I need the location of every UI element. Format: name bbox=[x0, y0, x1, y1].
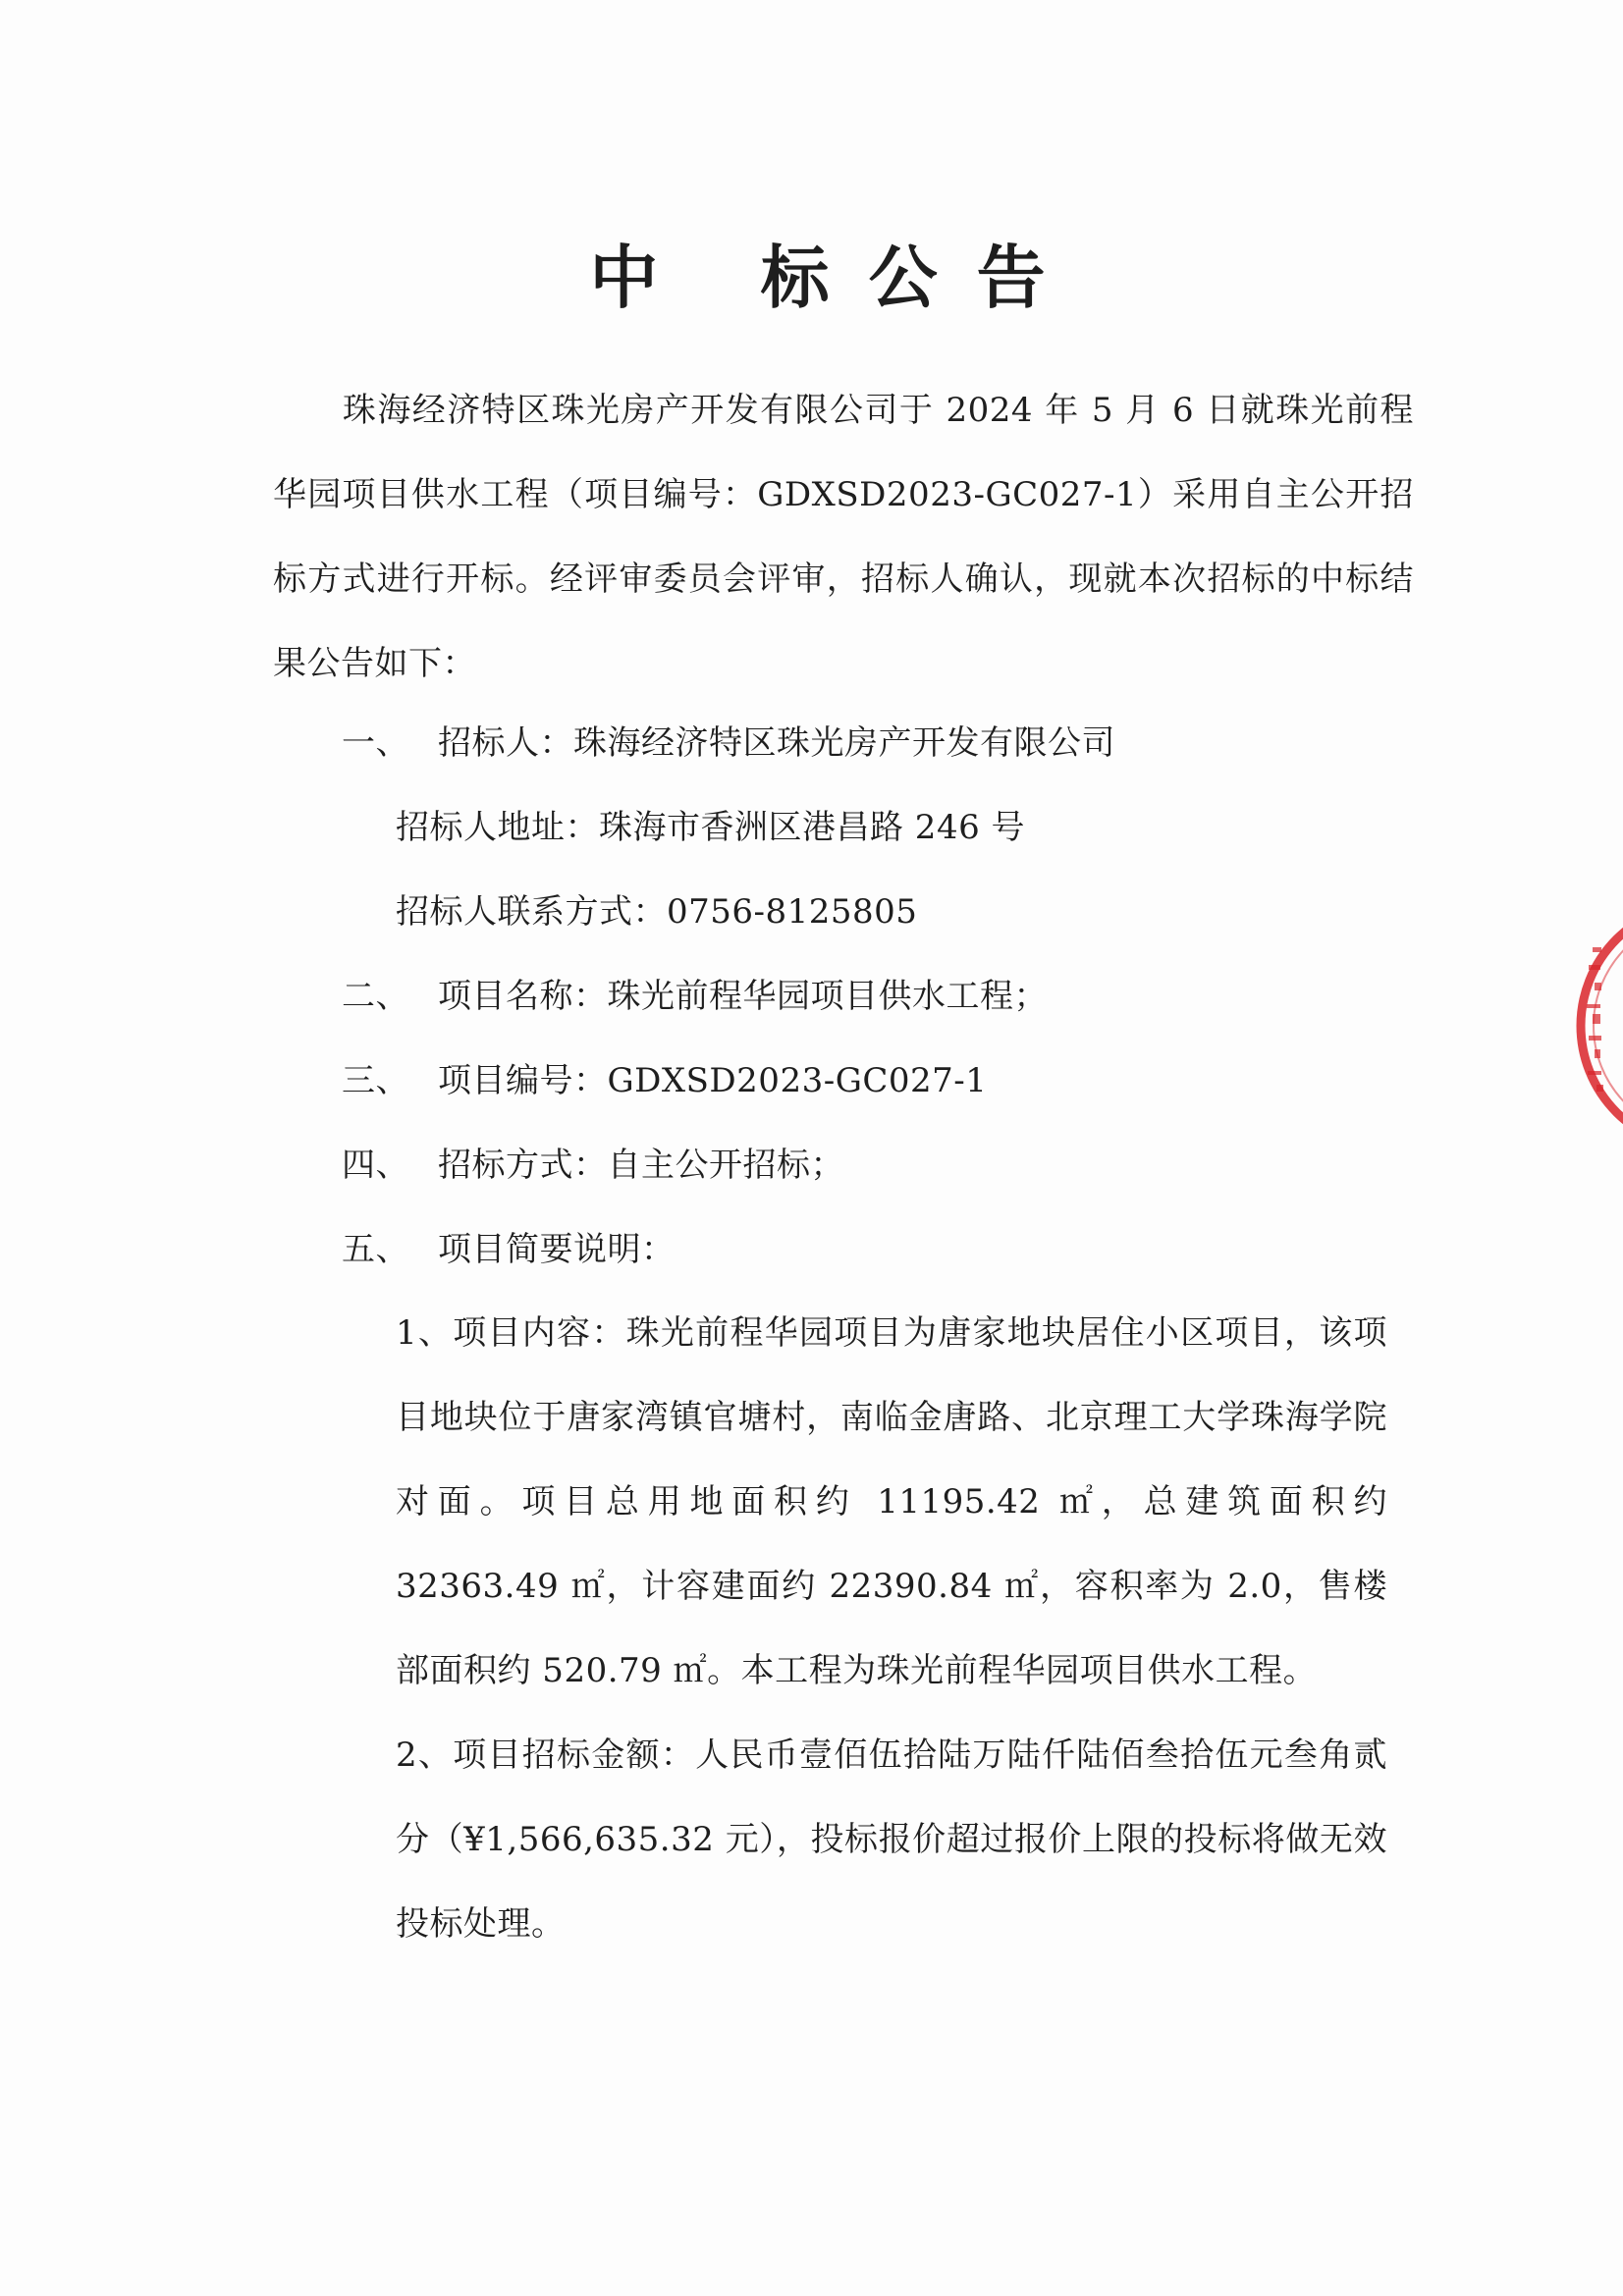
document-title: 中 标公告 bbox=[589, 238, 1085, 318]
item-4 bbox=[342, 1136, 844, 1195]
item-1 bbox=[342, 714, 1115, 773]
item-number: 五、 bbox=[342, 1230, 409, 1269]
item-2 bbox=[342, 967, 1048, 1026]
item-number: 二、 bbox=[342, 977, 409, 1016]
company-seal-stamp bbox=[1571, 888, 1623, 1163]
item-text: 项目简要说明： bbox=[438, 1230, 676, 1269]
tenderer-contact: 招标人联系方式：0756-8125805 bbox=[396, 892, 918, 932]
intro-paragraph bbox=[273, 368, 1414, 706]
detail-tender-amount: 2、项目招标金额：人民币壹佰伍拾陆万陆仟陆佰叁拾伍元叁角贰分（¥1,566,635.32 元），投标报价超过报价上限的投标将做无效投标处理。 bbox=[396, 1735, 1387, 1944]
tenderer-address: 招标人地址：珠海市香洲区港昌路 246 号 bbox=[396, 808, 1026, 847]
intro-text: 珠海经济特区珠光房产开发有限公司于 2024 年 5 月 6 日就珠光前程华园项目供水工程（项目编号：GDXSD2023-GC027-1）采用自主公开招标方式进行开标。经评审委员会评审，招标人确认，现就本次招标的中标结果公告如下： bbox=[273, 391, 1414, 683]
item-3 bbox=[342, 1051, 987, 1110]
detail-project-content: 1、项目内容：珠光前程华园项目为唐家地块居住小区项目，该项目地块位于唐家湾镇官塘村，南临金唐路、北京理工大学珠海学院对面。项目总用地面积约 11195.42 ㎡，总建筑面积约 32363.49 ㎡，计容建面约 22390.84 ㎡，容积率为 2.0，售楼部面积约 520.79 ㎡。本工程为珠光前程华园项目供水工程。 bbox=[396, 1313, 1387, 1690]
item-number: 四、 bbox=[342, 1146, 409, 1185]
item-number: 一、 bbox=[342, 723, 409, 763]
item-text: 项目编号：GDXSD2023-GC027-1 bbox=[438, 1061, 988, 1100]
item-text: 招标人：珠海经济特区珠光房产开发有限公司 bbox=[438, 723, 1115, 763]
item-number: 三、 bbox=[342, 1061, 409, 1100]
item-5 bbox=[342, 1220, 676, 1279]
item-text: 招标方式：自主公开招标； bbox=[438, 1146, 844, 1185]
item-text: 项目名称：珠光前程华园项目供水工程； bbox=[438, 977, 1048, 1016]
